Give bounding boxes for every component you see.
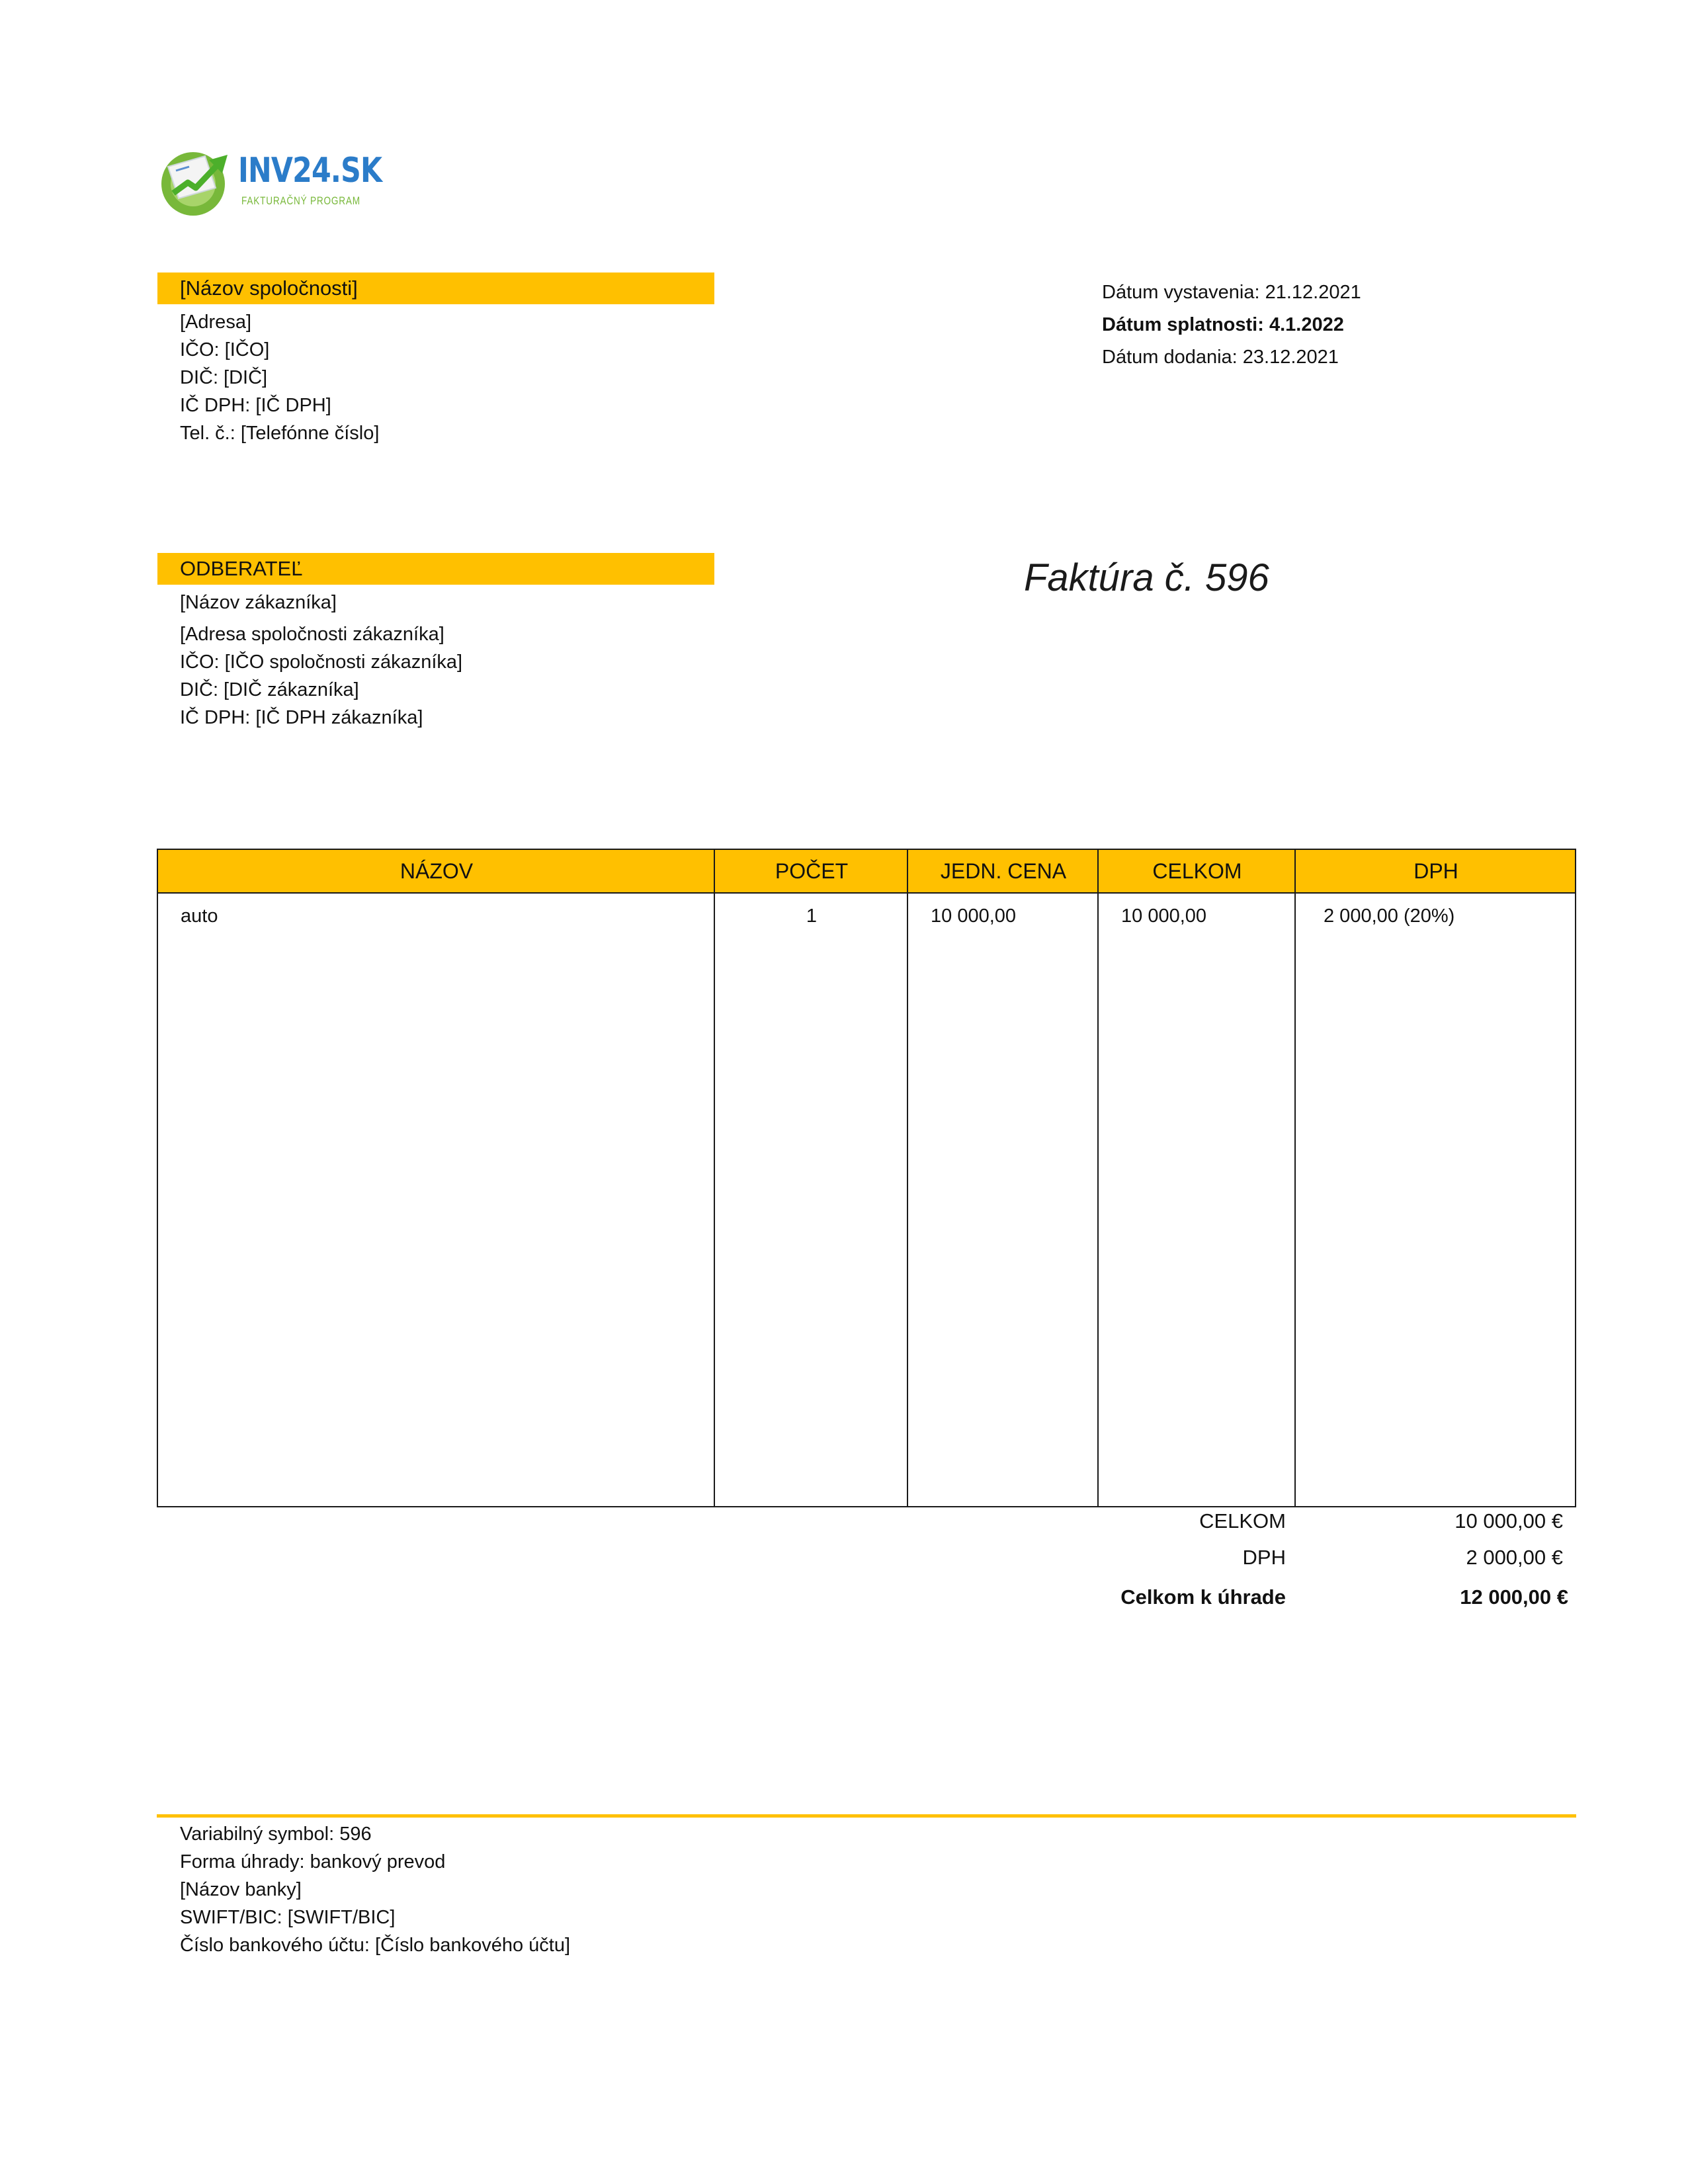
invoice-dates <box>1102 276 1361 374</box>
supplier-ic-dph: IČ DPH: [IČ DPH] <box>180 395 331 416</box>
payment-details <box>180 1820 570 1959</box>
delivery-date: Dátum dodania: 23.12.2021 <box>1102 347 1339 368</box>
subtotal-value: 10 000,00 € <box>1454 1509 1563 1533</box>
footer-divider <box>157 1814 1576 1818</box>
customer-dic: DIČ: [DIČ zákazníka] <box>180 679 359 700</box>
cell-item-name: auto <box>181 905 218 927</box>
total-due-value: 12 000,00 € <box>1460 1585 1568 1609</box>
customer-ico: IČO: [IČO spoločnosti zákazníka] <box>180 651 463 673</box>
items-table <box>157 849 1576 1507</box>
supplier-details <box>180 308 379 447</box>
column-divider <box>907 850 908 1506</box>
cell-unit-price: 10 000,00 <box>931 905 1017 927</box>
supplier-phone: Tel. č.: [Telefónne číslo] <box>180 423 380 444</box>
supplier-address: [Adresa] <box>180 312 251 333</box>
cell-vat: 2 000,00 (20%) <box>1324 905 1455 927</box>
logo-tagline: FAKTURAČNÝ PROGRAM <box>241 194 360 207</box>
invoice-title: Faktúra č. 596 <box>1024 556 1269 599</box>
header-unit-price: JEDN. CENA <box>940 859 1067 883</box>
column-divider <box>714 850 715 1506</box>
cell-quantity: 1 <box>806 905 818 927</box>
header-total: CELKOM <box>1152 859 1242 883</box>
total-due-label: Celkom k úhrade <box>1120 1585 1286 1609</box>
company-logo <box>159 147 382 218</box>
logo-chart-icon <box>159 147 233 218</box>
logo-wordmark: INV24.SK <box>238 151 382 190</box>
due-date: Dátum splatnosti: 4.1.2022 <box>1102 314 1344 335</box>
customer-ic-dph: IČ DPH: [IČ DPH zákazníka] <box>180 707 423 728</box>
table-header <box>158 850 1575 894</box>
vat-label: DPH <box>1242 1546 1286 1569</box>
supplier-dic: DIČ: [DIČ] <box>180 367 268 388</box>
subtotal-label: CELKOM <box>1199 1509 1286 1533</box>
customer-name: [Názov zákazníka] <box>180 592 337 613</box>
swift-bic: SWIFT/BIC: [SWIFT/BIC] <box>180 1907 396 1928</box>
header-vat: DPH <box>1413 859 1458 883</box>
variable-symbol: Variabilný symbol: 596 <box>180 1824 372 1845</box>
cell-total: 10 000,00 <box>1121 905 1207 927</box>
column-divider <box>1294 850 1296 1506</box>
vat-value: 2 000,00 € <box>1466 1546 1563 1569</box>
customer-address: [Adresa spoločnosti zákazníka] <box>180 624 444 645</box>
bank-name: [Názov banky] <box>180 1879 302 1900</box>
bank-account: Číslo bankového účtu: [Číslo bankového účtu] <box>180 1935 571 1956</box>
payment-method: Forma úhrady: bankový prevod <box>180 1851 446 1872</box>
header-name: NÁZOV <box>400 859 474 883</box>
customer-details <box>180 589 462 732</box>
header-quantity: POČET <box>775 859 849 883</box>
supplier-ico: IČO: [IČO] <box>180 339 270 360</box>
issue-date: Dátum vystavenia: 21.12.2021 <box>1102 282 1361 303</box>
column-divider <box>1097 850 1099 1506</box>
customer-heading-bar: ODBERATEĽ <box>157 553 714 585</box>
supplier-name-bar: [Názov spoločnosti] <box>157 273 714 304</box>
